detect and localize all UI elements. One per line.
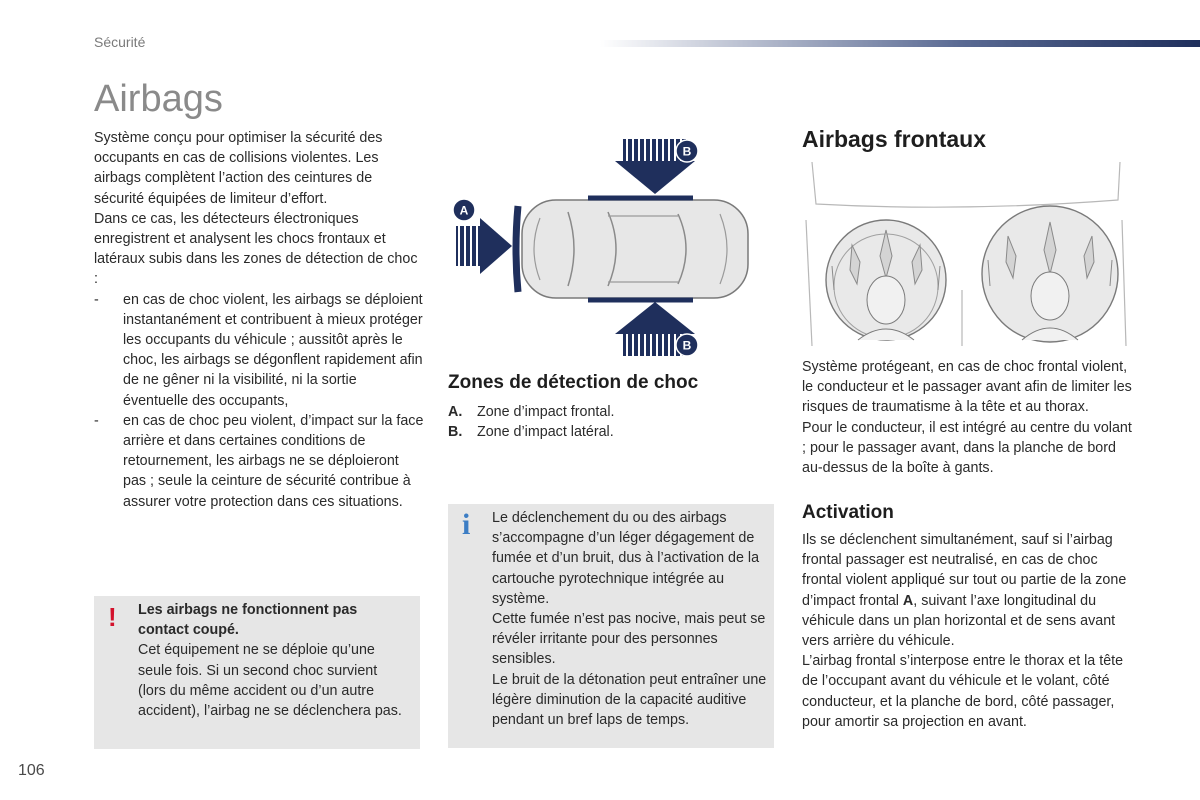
zone-text: Zone d’impact frontal. bbox=[477, 404, 615, 420]
label-b-badge-bottom bbox=[676, 334, 698, 356]
info-paragraph: Cette fumée n’est pas nocive, mais peut se révéler irritante pour des personnes sensibles. bbox=[492, 611, 766, 668]
passenger-airbag bbox=[982, 206, 1118, 342]
warning-icon: ! bbox=[108, 602, 117, 632]
car-top-view bbox=[516, 198, 748, 300]
activation-paragraph-1: Ils se déclenchent simultanément, sauf si l’airbag frontal passager est neutralisé, en cas de choc frontal violent appliqué sur tout ou partie de la zone d’impact frontal A, suivant l’axe longitudinal du véhicule dans un plan horizontal et de sens avant vers arrière du véhicule. bbox=[802, 532, 1127, 650]
page-number: 106 bbox=[18, 762, 45, 779]
frontal-paragraph-2: Pour le conducteur, il est intégré au centre du volant ; pour le passager avant, dans la planche de bord au-dessus de la boîte à gants. bbox=[802, 419, 1132, 477]
info-paragraph: Le déclenchement du ou des airbags s’accompagne d’un léger dégagement de fumée et d’un bruit, dus à l’activation de la cartouche pyrotechnique intégrée au système. bbox=[492, 510, 760, 607]
label-b-badge-top bbox=[676, 140, 698, 162]
section-title: Sécurité bbox=[94, 34, 146, 50]
activation-text bbox=[802, 530, 1138, 732]
list-item bbox=[94, 411, 424, 512]
info-text bbox=[492, 508, 768, 730]
zone-a-ref: A bbox=[902, 592, 914, 609]
frontal-heading: Airbags frontaux bbox=[802, 126, 987, 152]
zones-heading: Zones de détection de choc bbox=[448, 372, 699, 393]
list-item bbox=[448, 402, 768, 422]
page-title: Airbags bbox=[94, 78, 223, 120]
list-item bbox=[448, 422, 768, 442]
zone-text: Zone d’impact latéral. bbox=[477, 424, 614, 441]
info-icon: i bbox=[462, 508, 471, 541]
warning-box bbox=[94, 596, 420, 749]
intro-paragraph-2: Dans ce cas, les détecteurs électroniques enregistrent et analysent les chocs frontaux et latéraux subis dans les zones de détection de choc : bbox=[94, 210, 418, 288]
driver-airbag bbox=[826, 220, 946, 340]
info-paragraph: Le bruit de la détonation peut entraîner une légère diminution de la capacité auditive pendant un bref laps de temps. bbox=[492, 671, 767, 729]
bullet-text: en cas de choc peu violent, d’impact sur la face arrière et dans certaines conditions de retournement, les airbags ne se déploieront pas ; seule la ceinture de sécurité contribue à assurer votre protection dans ces situations. bbox=[123, 412, 424, 510]
warning-title: Les airbags ne fonctionnent pas contact coupé. bbox=[138, 602, 358, 639]
frontal-paragraph-1: Système protégeant, en cas de choc frontal violent, le conducteur et le passager avant afin de limiter les risques de traumatisme à la tête et au thorax. bbox=[802, 359, 1132, 416]
activation-heading: Activation bbox=[802, 502, 894, 523]
zone-label: A. bbox=[448, 404, 463, 420]
zone-label: B. bbox=[448, 424, 463, 441]
intro-paragraph-1: Système conçu pour optimiser la sécurité des occupants en cas de collisions violentes. Les airbags complètent l’action des ceintures de sécurité équipées de limiteur d’effort. bbox=[94, 130, 383, 207]
warning-text bbox=[138, 600, 408, 721]
list-item bbox=[94, 290, 424, 411]
label-b: B bbox=[682, 144, 692, 159]
zones-list bbox=[448, 402, 768, 442]
bullet-dash: - bbox=[94, 291, 99, 308]
activation-paragraph-2: L’airbag frontal s’interpose entre le thorax et la tête de l’occupant avant du véhicule et le volant, côté conducteur, et la planche de bord, côté passager, pour amortir sa projection en avant. bbox=[802, 653, 1124, 730]
frontal-impact-arrow bbox=[456, 218, 512, 274]
impact-zones-diagram bbox=[448, 134, 768, 364]
label-a: A bbox=[459, 203, 469, 218]
bullet-text: en cas de choc violent, les airbags se déploient instantanément et contribuent à mieux protéger les occupants du véhicule ; aussitôt après le choc, les airbags se dégonflent rapidement afin de ne gêner ni la visibilité, ni la sortie éventuelle des occupants, bbox=[123, 291, 423, 409]
label-b: B bbox=[682, 338, 692, 353]
frontal-text bbox=[802, 357, 1138, 478]
frontal-airbags-illustration bbox=[802, 160, 1130, 350]
intro-text bbox=[94, 128, 424, 512]
info-box bbox=[448, 504, 774, 748]
label-a-badge bbox=[453, 199, 475, 221]
warning-body: Cet équipement ne se déploie qu’une seule fois. Si un second choc survient (lors du même accident ou d’un autre accident), l’airbag ne se déclenchera pas. bbox=[138, 642, 402, 720]
bullet-dash: - bbox=[94, 412, 99, 429]
header-gradient-bar bbox=[600, 40, 1200, 47]
